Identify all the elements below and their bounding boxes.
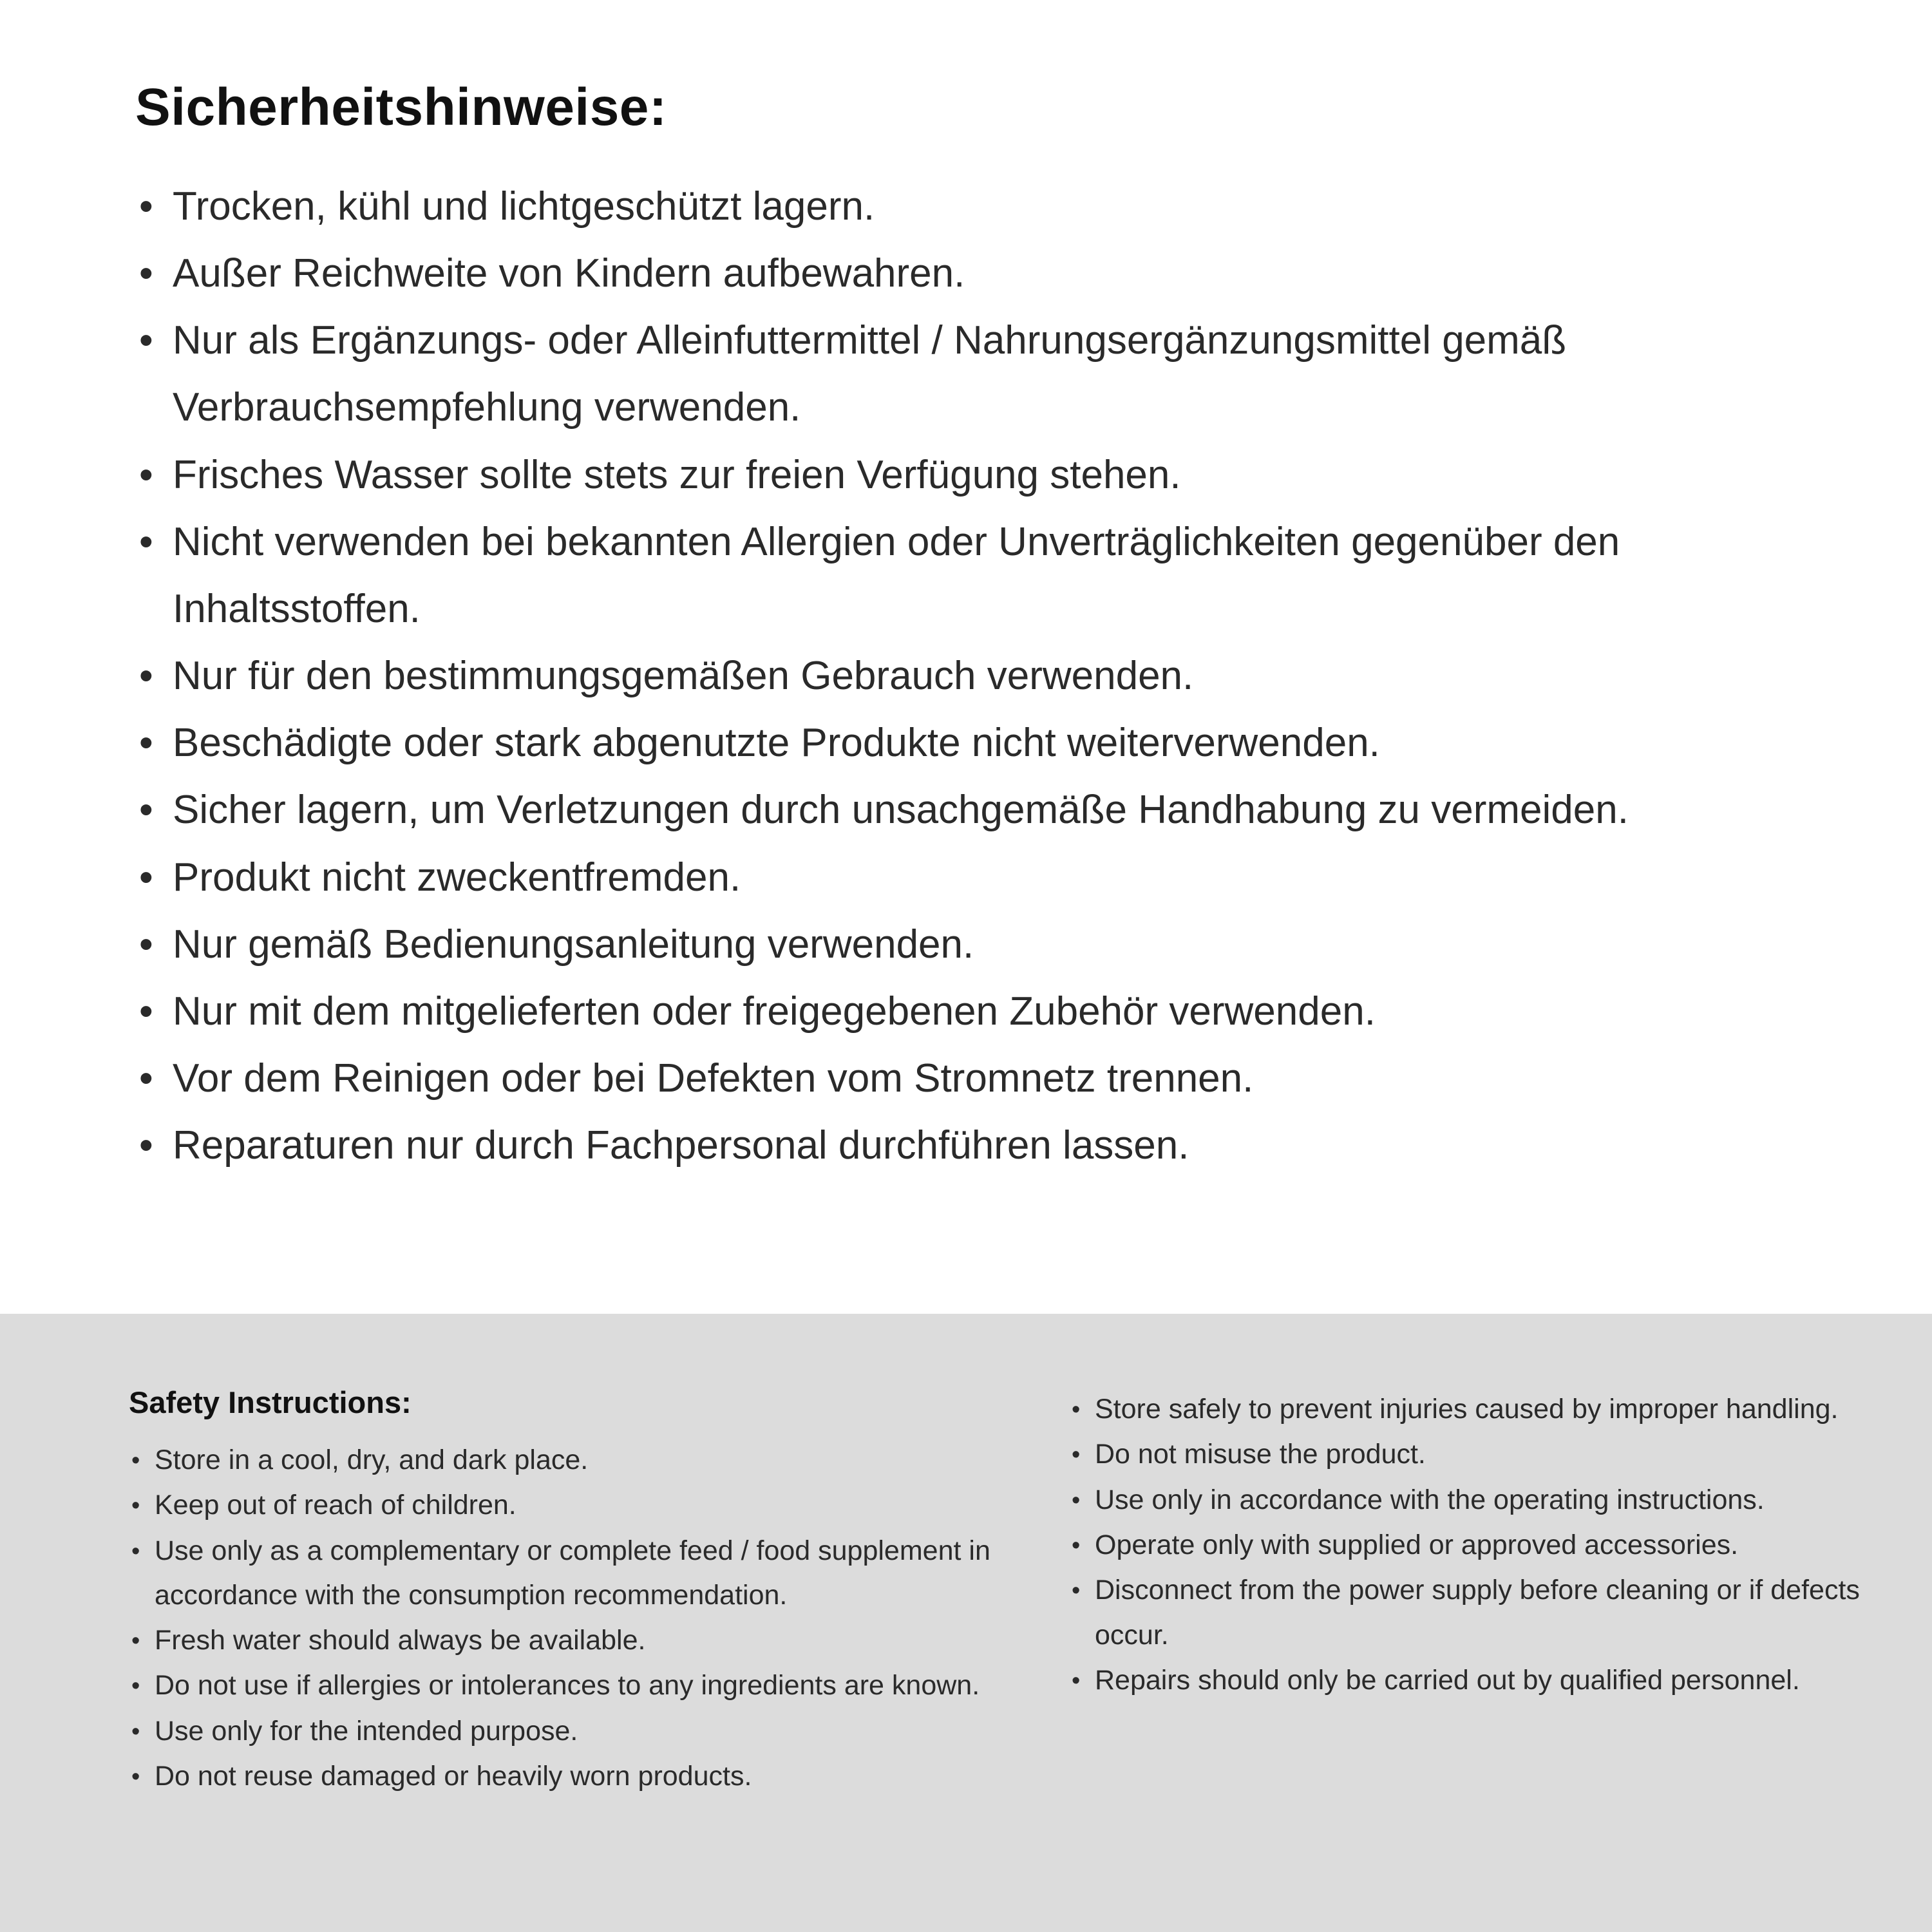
bullet-marker: • <box>139 654 153 699</box>
bullet-marker: • <box>131 1763 140 1790</box>
bullet-marker: • <box>131 1672 140 1700</box>
bullet-marker: • <box>1072 1486 1081 1514</box>
english-safety-list-left <box>129 1438 1011 1799</box>
bullet-marker: • <box>131 1718 140 1745</box>
bullet-marker: • <box>1072 1577 1081 1605</box>
list-item-text: Nur als Ergänzungs- oder Alleinfuttermittel / Nahrungsergänzungsmittel gemäß Verbrauchsempfehlung verwenden. <box>173 318 1567 430</box>
bullet-marker: • <box>139 1123 153 1168</box>
list-item <box>135 777 1810 844</box>
list-item-text: Use only for the intended purpose. <box>155 1715 578 1747</box>
list-item-text: Do not reuse damaged or heavily worn products. <box>155 1760 752 1792</box>
english-safety-list-right <box>1069 1387 1874 1703</box>
bullet-marker: • <box>139 452 153 497</box>
list-item-text: Nicht verwenden bei bekannten Allergien oder Unverträglichkeiten gegenüber den Inhaltsstoffen. <box>173 519 1620 631</box>
list-item <box>135 307 1810 441</box>
list-item <box>135 710 1810 777</box>
list-item <box>135 844 1810 911</box>
bullet-marker: • <box>1072 1396 1081 1423</box>
list-item-text: Use only as a complementary or complete feed / food supplement in accordance with the consumption recommendation. <box>155 1535 990 1611</box>
bullet-marker: • <box>131 1537 140 1565</box>
english-right-column <box>1069 1385 1874 1893</box>
list-item <box>129 1483 1011 1528</box>
bullet-marker: • <box>1072 1441 1081 1469</box>
bullet-marker: • <box>139 721 153 766</box>
list-item-text: Produkt nicht zweckentfremden. <box>173 855 741 900</box>
list-item <box>1069 1523 1874 1568</box>
list-item <box>135 240 1810 307</box>
list-item-text: Sicher lagern, um Verletzungen durch unsachgemäße Handhabung zu vermeiden. <box>173 788 1629 833</box>
list-item <box>135 442 1810 509</box>
bullet-marker: • <box>139 788 153 833</box>
list-item-text: Keep out of reach of children. <box>155 1490 516 1521</box>
bullet-marker: • <box>131 1492 140 1520</box>
bullet-marker: • <box>139 251 153 296</box>
english-section-heading: Safety Instructions: <box>129 1385 412 1419</box>
list-item-text: Use only in accordance with the operating instructions. <box>1095 1484 1765 1515</box>
english-safety-section <box>0 1314 1932 1932</box>
list-item <box>1069 1387 1874 1432</box>
list-item-text: Nur für den bestimmungsgemäßen Gebrauch verwenden. <box>173 654 1194 699</box>
list-item <box>1069 1658 1874 1703</box>
german-safety-list <box>135 173 1810 1179</box>
list-item-text: Trocken, kühl und lichtgeschützt lagern. <box>173 184 875 229</box>
list-item <box>129 1529 1011 1618</box>
list-item <box>129 1663 1011 1709</box>
bullet-marker: • <box>139 855 153 900</box>
list-item <box>135 1112 1810 1179</box>
list-item <box>129 1618 1011 1663</box>
list-item <box>135 643 1810 710</box>
bullet-marker: • <box>139 989 153 1034</box>
list-item-text: Außer Reichweite von Kindern aufbewahren. <box>173 251 965 296</box>
list-item-text: Beschädigte oder stark abgenutzte Produkte nicht weiterverwenden. <box>173 721 1380 766</box>
list-item <box>135 173 1810 240</box>
bullet-marker: • <box>131 1627 140 1654</box>
bullet-marker: • <box>139 184 153 229</box>
list-item-text: Frisches Wasser sollte stets zur freien Verfügung stehen. <box>173 452 1181 497</box>
bullet-marker: • <box>131 1447 140 1474</box>
list-item-text: Do not use if allergies or intolerances to any ingredients are known. <box>155 1670 980 1701</box>
list-item-text: Fresh water should always be available. <box>155 1624 646 1656</box>
list-item-text: Repairs should only be carried out by qualified personnel. <box>1095 1664 1800 1696</box>
list-item <box>135 1045 1810 1112</box>
list-item <box>129 1438 1011 1483</box>
list-item-text: Reparaturen nur durch Fachpersonal durchführen lassen. <box>173 1123 1189 1168</box>
bullet-marker: • <box>139 922 153 967</box>
german-section-heading: Sicherheitshinweise: <box>135 78 667 137</box>
list-item <box>1069 1568 1874 1658</box>
list-item <box>1069 1478 1874 1523</box>
bullet-marker: • <box>1072 1667 1081 1694</box>
list-item-text: Vor dem Reinigen oder bei Defekten vom Stromnetz trennen. <box>173 1056 1254 1101</box>
bullet-marker: • <box>139 1056 153 1101</box>
list-item-text: Nur gemäß Bedienungsanleitung verwenden. <box>173 922 974 967</box>
list-item <box>129 1709 1011 1754</box>
list-item <box>135 509 1810 643</box>
list-item-text: Disconnect from the power supply before cleaning or if defects occur. <box>1095 1575 1860 1651</box>
list-item-text: Store in a cool, dry, and dark place. <box>155 1444 589 1475</box>
list-item <box>129 1754 1011 1799</box>
bullet-marker: • <box>1072 1531 1081 1559</box>
list-item-text: Operate only with supplied or approved accessories. <box>1095 1529 1739 1560</box>
list-item-text: Nur mit dem mitgelieferten oder freigegebenen Zubehör verwenden. <box>173 989 1376 1034</box>
list-item-text: Do not misuse the product. <box>1095 1439 1426 1470</box>
list-item <box>135 911 1810 978</box>
list-item-text: Store safely to prevent injuries caused by improper handling. <box>1095 1394 1839 1425</box>
english-left-column <box>129 1385 1011 1893</box>
list-item <box>135 978 1810 1045</box>
bullet-marker: • <box>139 519 153 564</box>
bullet-marker: • <box>139 318 153 363</box>
list-item <box>1069 1432 1874 1477</box>
